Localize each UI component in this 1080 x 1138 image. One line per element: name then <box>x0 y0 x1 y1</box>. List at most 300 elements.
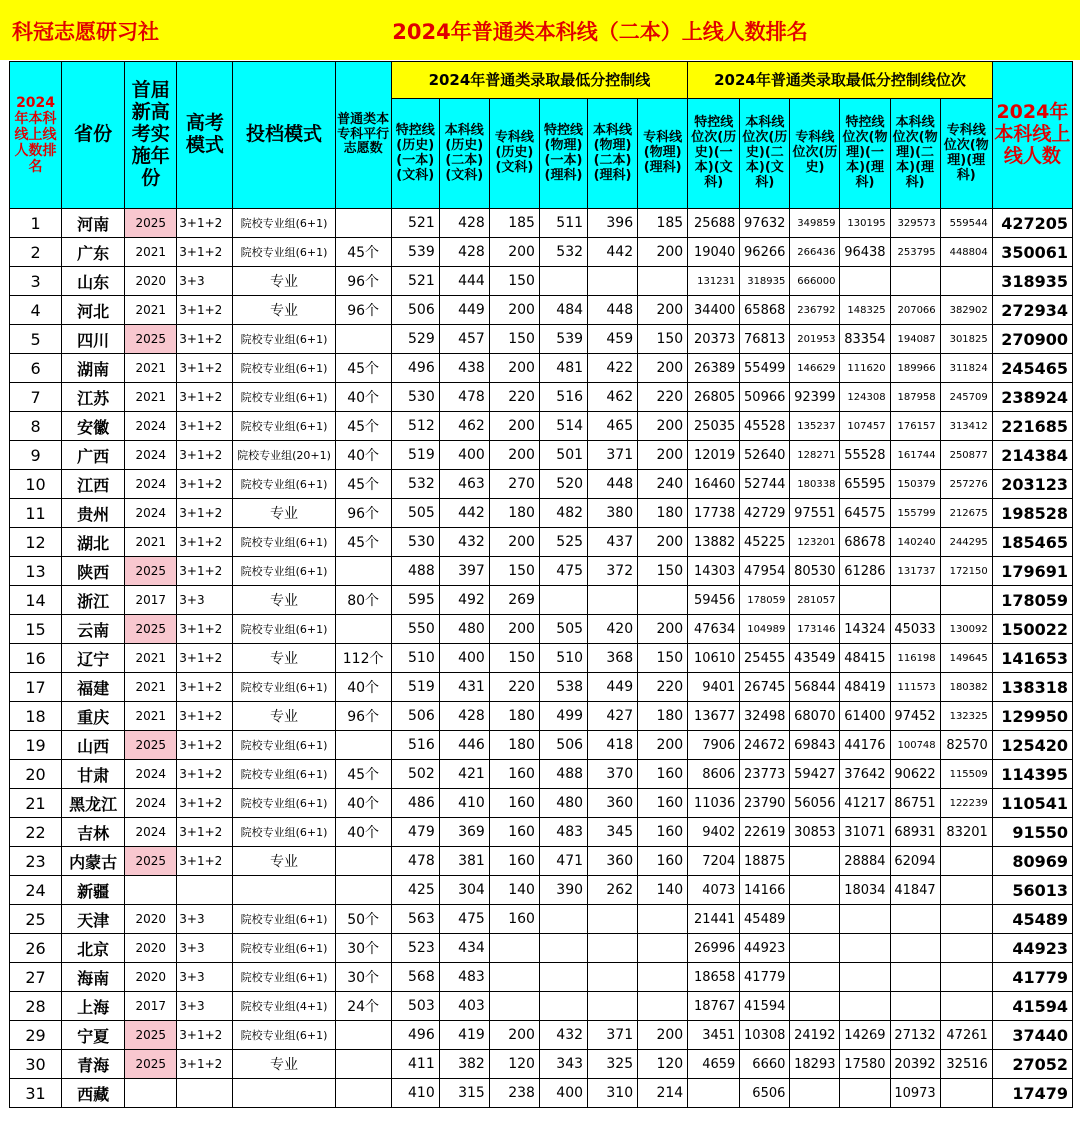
rank-cell: 13 <box>10 557 62 586</box>
position-cell: 6660 <box>740 1050 790 1079</box>
score-cell: 400 <box>439 644 489 673</box>
position-cell: 18875 <box>740 847 790 876</box>
total-cell: 150022 <box>992 615 1072 644</box>
position-cell: 86751 <box>890 789 940 818</box>
table-row <box>10 760 1073 789</box>
position-cell: 65595 <box>840 470 890 499</box>
position-cell <box>840 905 890 934</box>
score-cell: 410 <box>439 789 489 818</box>
position-cell <box>940 586 992 615</box>
exam-mode-cell: 3+1+2 <box>177 412 233 441</box>
score-cell: 510 <box>391 644 439 673</box>
position-cell: 10308 <box>740 1021 790 1050</box>
table-row <box>10 1050 1073 1079</box>
table-row <box>10 905 1073 934</box>
fill-mode-cell: 专业 <box>233 296 335 325</box>
table-row <box>10 586 1073 615</box>
position-cell: 44176 <box>840 731 890 760</box>
header-score-sub: 特控线(物理)(一本)(理科) <box>539 99 587 209</box>
header-score-sub: 专科线(物理)(理科) <box>638 99 688 209</box>
score-cell: 516 <box>391 731 439 760</box>
score-cell: 371 <box>588 441 638 470</box>
total-cell: 270900 <box>992 325 1072 354</box>
position-cell: 9402 <box>688 818 740 847</box>
province-cell: 青海 <box>62 1050 125 1079</box>
position-cell: 318935 <box>740 267 790 296</box>
position-cell: 140240 <box>890 528 940 557</box>
header-pos-sub: 专科线位次(物理)(理科) <box>940 99 992 209</box>
score-cell: 479 <box>391 818 439 847</box>
first-year-cell: 2025 <box>125 209 177 238</box>
province-cell: 山西 <box>62 731 125 760</box>
fill-mode-cell: 院校专业组(6+1) <box>233 412 335 441</box>
score-cell: 484 <box>539 296 587 325</box>
province-cell: 吉林 <box>62 818 125 847</box>
score-cell: 503 <box>391 992 439 1021</box>
position-cell: 83201 <box>940 818 992 847</box>
position-cell: 61286 <box>840 557 890 586</box>
score-cell: 449 <box>588 673 638 702</box>
exam-mode-cell: 3+1+2 <box>177 673 233 702</box>
position-cell <box>790 963 840 992</box>
score-cell: 150 <box>489 557 539 586</box>
position-cell: 329573 <box>890 209 940 238</box>
score-cell: 499 <box>539 702 587 731</box>
first-year-cell: 2024 <box>125 412 177 441</box>
score-cell: 442 <box>439 499 489 528</box>
score-cell: 140 <box>638 876 688 905</box>
fill-mode-cell: 院校专业组(6+1) <box>233 615 335 644</box>
fill-mode-cell: 院校专业组(6+1) <box>233 557 335 586</box>
header-rank: 2024年本科线上线人数排名 <box>10 62 62 209</box>
first-year-cell: 2024 <box>125 441 177 470</box>
first-year-cell: 2021 <box>125 644 177 673</box>
province-cell: 黑龙江 <box>62 789 125 818</box>
score-cell: 315 <box>439 1079 489 1108</box>
score-cell: 368 <box>588 644 638 673</box>
position-cell <box>940 905 992 934</box>
para-count-cell: 96个 <box>335 296 391 325</box>
position-cell: 201953 <box>790 325 840 354</box>
para-count-cell: 24个 <box>335 992 391 1021</box>
score-cell: 506 <box>539 731 587 760</box>
score-cell: 462 <box>439 412 489 441</box>
score-cell: 475 <box>539 557 587 586</box>
position-cell: 382902 <box>940 296 992 325</box>
score-cell: 432 <box>439 528 489 557</box>
exam-mode-cell: 3+1+2 <box>177 702 233 731</box>
exam-mode-cell: 3+3 <box>177 586 233 615</box>
score-cell <box>588 992 638 1021</box>
first-year-cell: 2021 <box>125 354 177 383</box>
score-cell: 200 <box>489 615 539 644</box>
score-cell: 428 <box>439 238 489 267</box>
position-cell: 61400 <box>840 702 890 731</box>
para-count-cell <box>335 847 391 876</box>
exam-mode-cell: 3+1+2 <box>177 731 233 760</box>
position-cell <box>890 267 940 296</box>
exam-mode-cell: 3+1+2 <box>177 470 233 499</box>
position-cell: 18767 <box>688 992 740 1021</box>
total-cell: 350061 <box>992 238 1072 267</box>
score-cell <box>539 992 587 1021</box>
table-row <box>10 238 1073 267</box>
score-cell: 345 <box>588 818 638 847</box>
score-cell: 150 <box>638 644 688 673</box>
position-cell <box>840 267 890 296</box>
score-cell: 160 <box>638 818 688 847</box>
rank-cell: 23 <box>10 847 62 876</box>
position-cell: 257276 <box>940 470 992 499</box>
province-cell: 湖北 <box>62 528 125 557</box>
total-cell: 185465 <box>992 528 1072 557</box>
position-cell: 250877 <box>940 441 992 470</box>
position-cell: 349859 <box>790 209 840 238</box>
province-cell: 广东 <box>62 238 125 267</box>
para-count-cell: 96个 <box>335 267 391 296</box>
score-cell: 480 <box>539 789 587 818</box>
position-cell: 14303 <box>688 557 740 586</box>
province-cell: 江西 <box>62 470 125 499</box>
table-row <box>10 383 1073 412</box>
position-cell: 96266 <box>740 238 790 267</box>
province-cell: 天津 <box>62 905 125 934</box>
score-cell: 160 <box>489 760 539 789</box>
score-cell: 270 <box>489 470 539 499</box>
score-cell: 200 <box>489 528 539 557</box>
exam-mode-cell: 3+1+2 <box>177 1021 233 1050</box>
score-cell: 427 <box>588 702 638 731</box>
first-year-cell: 2025 <box>125 847 177 876</box>
position-cell <box>790 934 840 963</box>
first-year-cell: 2020 <box>125 934 177 963</box>
position-cell: 42729 <box>740 499 790 528</box>
score-cell: 403 <box>439 992 489 1021</box>
position-cell <box>940 876 992 905</box>
position-cell: 48415 <box>840 644 890 673</box>
position-cell: 26745 <box>740 673 790 702</box>
exam-mode-cell: 3+1+2 <box>177 760 233 789</box>
rank-cell: 4 <box>10 296 62 325</box>
rank-cell: 3 <box>10 267 62 296</box>
score-cell: 150 <box>638 325 688 354</box>
score-cell: 200 <box>638 1021 688 1050</box>
total-cell: 80969 <box>992 847 1072 876</box>
position-cell: 13882 <box>688 528 740 557</box>
position-cell: 96438 <box>840 238 890 267</box>
score-cell: 483 <box>539 818 587 847</box>
score-cell: 488 <box>391 557 439 586</box>
score-cell: 200 <box>489 441 539 470</box>
para-count-cell: 30个 <box>335 963 391 992</box>
score-cell: 180 <box>489 499 539 528</box>
score-cell: 486 <box>391 789 439 818</box>
header-pos-sub: 专科线位次(历史) <box>790 99 840 209</box>
position-cell: 7204 <box>688 847 740 876</box>
score-cell: 475 <box>439 905 489 934</box>
header-total: 2024年本科线上线人数 <box>992 62 1072 209</box>
fill-mode-cell: 院校专业组(6+1) <box>233 209 335 238</box>
score-cell: 595 <box>391 586 439 615</box>
position-cell <box>790 847 840 876</box>
province-cell: 重庆 <box>62 702 125 731</box>
position-cell: 28884 <box>840 847 890 876</box>
score-cell: 506 <box>391 702 439 731</box>
position-cell <box>840 934 890 963</box>
position-cell: 14166 <box>740 876 790 905</box>
province-cell: 新疆 <box>62 876 125 905</box>
first-year-cell: 2017 <box>125 586 177 615</box>
score-cell: 523 <box>391 934 439 963</box>
first-year-cell: 2021 <box>125 238 177 267</box>
para-count-cell: 112个 <box>335 644 391 673</box>
position-cell <box>840 586 890 615</box>
position-cell: 666000 <box>790 267 840 296</box>
position-cell: 111573 <box>890 673 940 702</box>
rank-cell: 6 <box>10 354 62 383</box>
province-cell: 甘肃 <box>62 760 125 789</box>
score-cell: 200 <box>638 296 688 325</box>
score-cell: 180 <box>489 702 539 731</box>
score-cell: 505 <box>539 615 587 644</box>
province-cell: 湖南 <box>62 354 125 383</box>
score-cell: 511 <box>539 209 587 238</box>
position-cell: 244295 <box>940 528 992 557</box>
position-cell: 64575 <box>840 499 890 528</box>
exam-mode-cell: 3+1+2 <box>177 557 233 586</box>
para-count-cell: 80个 <box>335 586 391 615</box>
position-cell: 161744 <box>890 441 940 470</box>
position-cell: 26805 <box>688 383 740 412</box>
first-year-cell: 2025 <box>125 1050 177 1079</box>
position-cell: 11036 <box>688 789 740 818</box>
score-cell: 120 <box>638 1050 688 1079</box>
score-cell: 220 <box>489 673 539 702</box>
position-cell: 4073 <box>688 876 740 905</box>
position-cell: 23773 <box>740 760 790 789</box>
position-cell: 122239 <box>940 789 992 818</box>
position-cell: 27132 <box>890 1021 940 1050</box>
rank-cell: 7 <box>10 383 62 412</box>
province-cell: 福建 <box>62 673 125 702</box>
position-cell: 26389 <box>688 354 740 383</box>
position-cell: 14269 <box>840 1021 890 1050</box>
header-pos-sub: 本科线位次(物理)(二本)(理科) <box>890 99 940 209</box>
score-cell: 200 <box>489 238 539 267</box>
position-cell <box>840 963 890 992</box>
score-cell: 529 <box>391 325 439 354</box>
position-cell: 68070 <box>790 702 840 731</box>
para-count-cell: 45个 <box>335 238 391 267</box>
position-cell: 69843 <box>790 731 840 760</box>
score-cell: 478 <box>391 847 439 876</box>
total-cell: 198528 <box>992 499 1072 528</box>
score-cell: 483 <box>439 963 489 992</box>
score-cell: 220 <box>489 383 539 412</box>
fill-mode-cell: 专业 <box>233 499 335 528</box>
province-cell: 广西 <box>62 441 125 470</box>
score-cell: 370 <box>588 760 638 789</box>
table-row <box>10 441 1073 470</box>
position-cell: 41217 <box>840 789 890 818</box>
score-cell: 438 <box>439 354 489 383</box>
position-cell: 47634 <box>688 615 740 644</box>
table-row <box>10 470 1073 499</box>
total-cell: 125420 <box>992 731 1072 760</box>
position-cell: 172150 <box>940 557 992 586</box>
position-cell: 80530 <box>790 557 840 586</box>
score-cell: 390 <box>539 876 587 905</box>
fill-mode-cell: 院校专业组(6+1) <box>233 238 335 267</box>
score-cell: 422 <box>588 354 638 383</box>
score-cell: 514 <box>539 412 587 441</box>
position-cell: 178059 <box>740 586 790 615</box>
para-count-cell: 40个 <box>335 673 391 702</box>
position-cell: 130092 <box>940 615 992 644</box>
exam-mode-cell: 3+1+2 <box>177 847 233 876</box>
position-cell: 31071 <box>840 818 890 847</box>
rank-cell: 9 <box>10 441 62 470</box>
para-count-cell <box>335 731 391 760</box>
rank-cell: 10 <box>10 470 62 499</box>
position-cell: 18658 <box>688 963 740 992</box>
position-cell: 17738 <box>688 499 740 528</box>
position-cell: 212675 <box>940 499 992 528</box>
rank-cell: 31 <box>10 1079 62 1108</box>
score-cell: 200 <box>638 615 688 644</box>
position-cell: 52744 <box>740 470 790 499</box>
exam-mode-cell <box>177 876 233 905</box>
total-cell: 114395 <box>992 760 1072 789</box>
score-cell: 185 <box>489 209 539 238</box>
position-cell: 37642 <box>840 760 890 789</box>
province-cell: 陕西 <box>62 557 125 586</box>
first-year-cell: 2025 <box>125 731 177 760</box>
fill-mode-cell <box>233 876 335 905</box>
rank-cell: 18 <box>10 702 62 731</box>
score-cell: 521 <box>391 267 439 296</box>
exam-mode-cell: 3+1+2 <box>177 615 233 644</box>
score-cell <box>489 963 539 992</box>
para-count-cell <box>335 1079 391 1108</box>
position-cell: 150379 <box>890 470 940 499</box>
score-cell: 310 <box>588 1079 638 1108</box>
total-cell: 178059 <box>992 586 1072 615</box>
position-cell <box>790 876 840 905</box>
page-title: 2024年普通类本科线（二本）上线人数排名 <box>392 20 808 44</box>
position-cell: 12019 <box>688 441 740 470</box>
score-cell: 304 <box>439 876 489 905</box>
position-cell: 50966 <box>740 383 790 412</box>
para-count-cell <box>335 557 391 586</box>
first-year-cell <box>125 1079 177 1108</box>
score-cell: 501 <box>539 441 587 470</box>
position-cell: 76813 <box>740 325 790 354</box>
table-row <box>10 528 1073 557</box>
position-cell: 16460 <box>688 470 740 499</box>
position-cell <box>840 992 890 1021</box>
position-cell: 194087 <box>890 325 940 354</box>
position-cell: 107457 <box>840 412 890 441</box>
rank-cell: 16 <box>10 644 62 673</box>
rank-cell: 15 <box>10 615 62 644</box>
score-cell <box>638 905 688 934</box>
exam-mode-cell: 3+3 <box>177 267 233 296</box>
header-score-sub: 本科线(物理)(二本)(理科) <box>588 99 638 209</box>
para-count-cell: 40个 <box>335 789 391 818</box>
position-cell: 131737 <box>890 557 940 586</box>
table-row <box>10 615 1073 644</box>
position-cell: 253795 <box>890 238 940 267</box>
position-cell: 18293 <box>790 1050 840 1079</box>
score-cell: 530 <box>391 528 439 557</box>
header-fill-mode: 投档模式 <box>233 62 335 209</box>
score-cell <box>539 934 587 963</box>
position-cell <box>890 586 940 615</box>
score-cell: 238 <box>489 1079 539 1108</box>
score-cell <box>539 905 587 934</box>
position-cell: 6506 <box>740 1079 790 1108</box>
header-min-pos-group: 2024年普通类录取最低分控制线位次 <box>688 62 993 99</box>
total-cell: 45489 <box>992 905 1072 934</box>
province-cell: 贵州 <box>62 499 125 528</box>
score-cell: 140 <box>489 876 539 905</box>
score-cell: 400 <box>439 441 489 470</box>
position-cell: 25035 <box>688 412 740 441</box>
rank-cell: 24 <box>10 876 62 905</box>
header-exam-mode: 高考模式 <box>177 62 233 209</box>
score-cell: 539 <box>539 325 587 354</box>
fill-mode-cell: 专业 <box>233 1050 335 1079</box>
score-cell: 519 <box>391 673 439 702</box>
exam-mode-cell: 3+1+2 <box>177 1050 233 1079</box>
position-cell: 10610 <box>688 644 740 673</box>
table-row <box>10 296 1073 325</box>
score-cell: 510 <box>539 644 587 673</box>
score-cell: 269 <box>489 586 539 615</box>
province-cell: 西藏 <box>62 1079 125 1108</box>
position-cell <box>790 1079 840 1108</box>
score-cell: 382 <box>439 1050 489 1079</box>
score-cell: 444 <box>439 267 489 296</box>
province-cell: 山东 <box>62 267 125 296</box>
score-cell: 463 <box>439 470 489 499</box>
position-cell: 25455 <box>740 644 790 673</box>
first-year-cell: 2021 <box>125 383 177 412</box>
header-province: 省份 <box>62 62 125 209</box>
total-cell: 141653 <box>992 644 1072 673</box>
score-cell: 150 <box>489 644 539 673</box>
province-cell: 宁夏 <box>62 1021 125 1050</box>
fill-mode-cell: 院校专业组(6+1) <box>233 963 335 992</box>
header-min-score-group: 2024年普通类录取最低分控制线 <box>391 62 688 99</box>
position-cell: 45528 <box>740 412 790 441</box>
score-cell: 462 <box>588 383 638 412</box>
position-cell: 131231 <box>688 267 740 296</box>
rank-cell: 21 <box>10 789 62 818</box>
exam-mode-cell: 3+1+2 <box>177 238 233 267</box>
exam-mode-cell: 3+1+2 <box>177 644 233 673</box>
position-cell: 68678 <box>840 528 890 557</box>
table-row <box>10 1079 1073 1108</box>
fill-mode-cell: 专业 <box>233 702 335 731</box>
score-cell: 488 <box>539 760 587 789</box>
total-cell: 56013 <box>992 876 1072 905</box>
score-cell: 200 <box>638 528 688 557</box>
first-year-cell: 2020 <box>125 963 177 992</box>
score-cell: 371 <box>588 1021 638 1050</box>
score-cell: 369 <box>439 818 489 847</box>
